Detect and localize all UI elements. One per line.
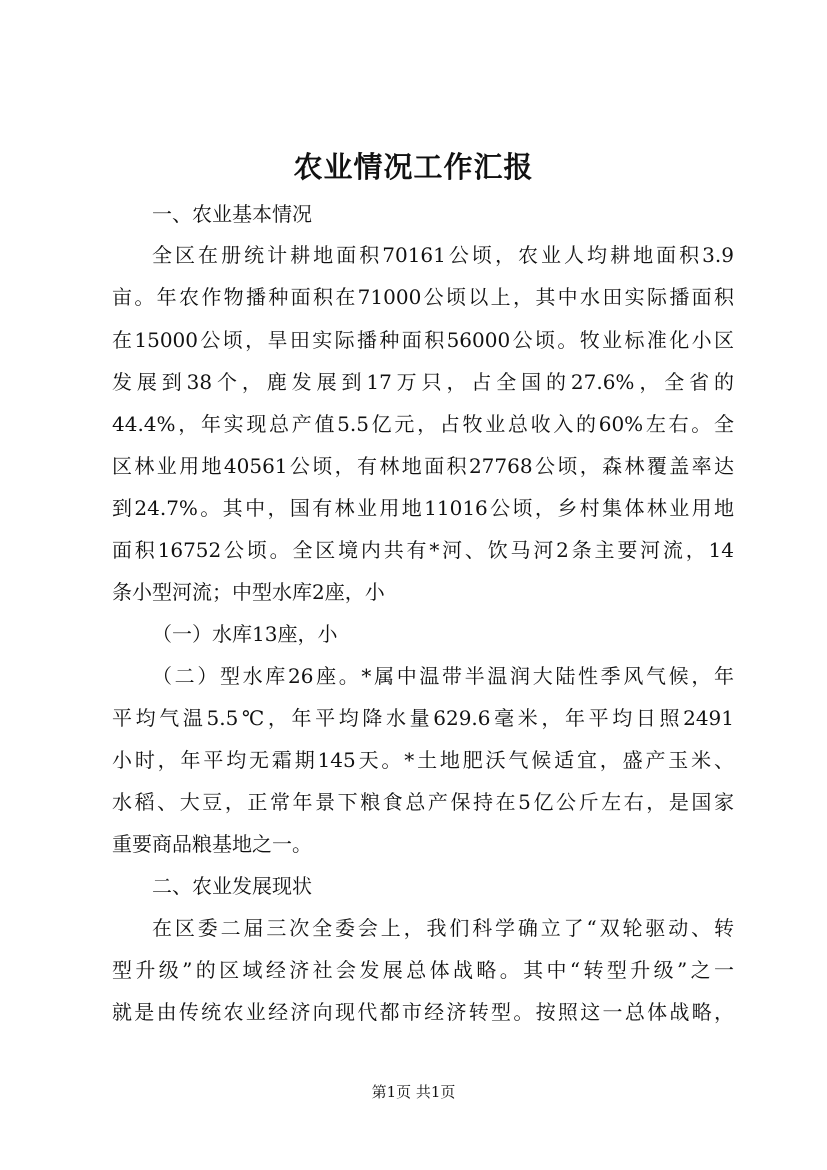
paragraph-line: 到24.7%。其中，国有林业用地11016公顷，乡村集体林业用地 xyxy=(112,496,734,520)
document-title: 农业情况工作汇报 xyxy=(293,150,534,184)
paragraph-line: 重要商品粮基地之一。 xyxy=(112,832,312,856)
paragraph-line: （二）型水库26座。*属中温带半温润大陆性季风气候，年 xyxy=(152,664,734,688)
paragraph-line: 水稻、大豆，正常年景下粮食总产保持在5亿公斤左右，是国家 xyxy=(112,790,734,814)
paragraph-line: 在15000公顷，旱田实际播种面积56000公顷。牧业标准化小区 xyxy=(112,328,734,352)
paragraph-line: 44.4%，年实现总产值5.5亿元，占牧业总收入的60%左右。全 xyxy=(112,412,734,436)
paragraph-line: 发展到38个，鹿发展到17万只，占全国的27.6%，全省的 xyxy=(112,370,734,394)
paragraph-line: 条小型河流；中型水库2座，小 xyxy=(112,580,385,604)
paragraph-line: 面积16752公顷。全区境内共有*河、饮马河2条主要河流，14 xyxy=(112,538,734,562)
paragraph-line: 小时，年平均无霜期145天。*土地肥沃气候适宜，盛产玉米、 xyxy=(112,748,734,772)
page-footer: 第1页 共1页 xyxy=(371,1083,456,1101)
paragraph-line: 区林业用地40561公顷，有林地面积27768公顷，森林覆盖率达 xyxy=(112,454,734,478)
paragraph-line: 平均气温5.5℃，年平均降水量629.6毫米，年平均日照2491 xyxy=(112,706,734,730)
paragraph-line: 亩。年农作物播种面积在71000公顷以上，其中水田实际播面积 xyxy=(112,285,734,309)
section-heading-1: 一、农业基本情况 xyxy=(152,202,312,226)
paragraph-line: 就是由传统农业经济向现代都市经济转型。按照这一总体战略， xyxy=(112,1000,734,1024)
paragraph-line: （一）水库13座，小 xyxy=(152,622,338,646)
paragraph-line: 全区在册统计耕地面积70161公顷，农业人均耕地面积3.9 xyxy=(152,243,734,267)
section-heading-2: 二、农业发展现状 xyxy=(152,874,312,898)
paragraph-line: 在区委二届三次全委会上，我们科学确立了“双轮驱动、转 xyxy=(152,916,734,940)
paragraph-line: 型升级”的区域经济社会发展总体战略。其中“转型升级”之一 xyxy=(112,958,734,982)
